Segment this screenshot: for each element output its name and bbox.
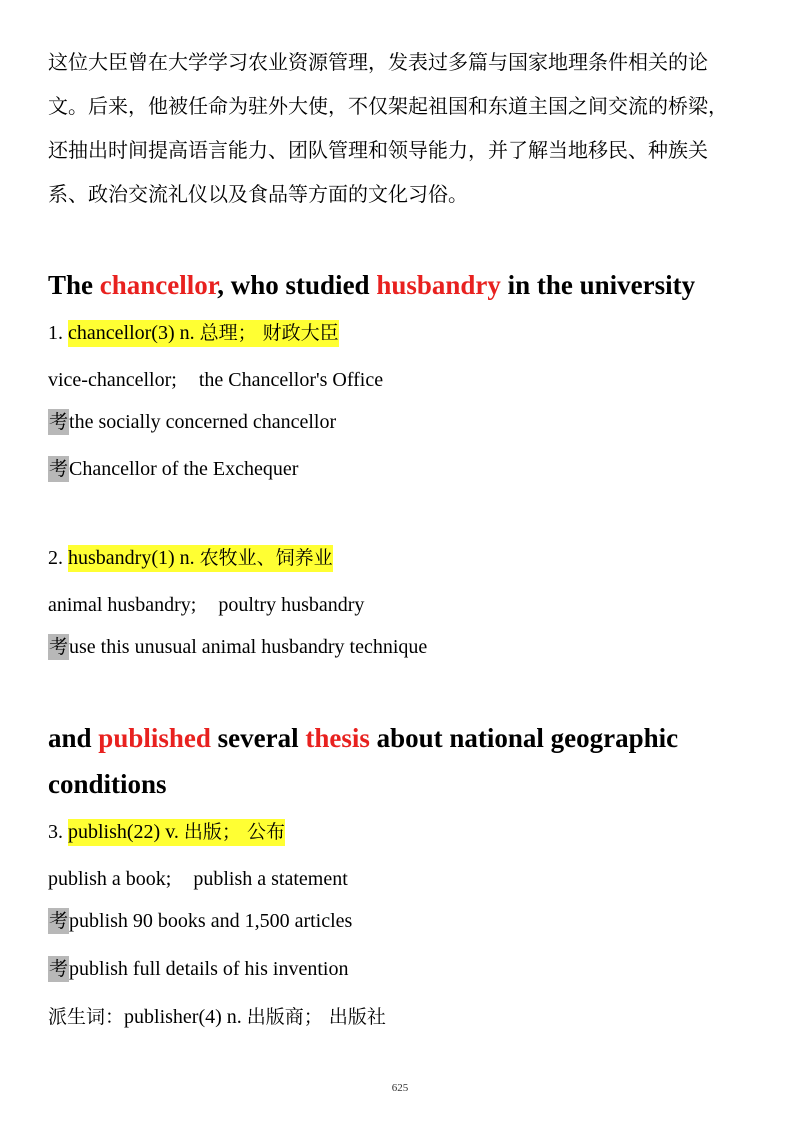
- heading-text: conditions: [48, 769, 167, 799]
- exam-text: the socially concerned chancellor: [69, 411, 337, 433]
- entry-number: 1.: [48, 322, 68, 344]
- entry-number: 3.: [48, 821, 68, 843]
- exam-marker: 考: [49, 411, 69, 433]
- entry-husbandry-phrases: [48, 592, 364, 618]
- phrase: poultry husbandry: [218, 594, 365, 616]
- exam-marker: 考: [49, 910, 69, 932]
- exam-text: publish full details of his invention: [69, 958, 349, 980]
- entry-chancellor-phrases: [48, 367, 383, 393]
- sentence-heading-2-cont: [48, 761, 768, 807]
- exam-text: use this unusual animal husbandry technique: [69, 636, 428, 658]
- phrase: the Chancellor's Office: [198, 369, 384, 391]
- heading-text: The: [48, 270, 100, 300]
- entry-highlight: [68, 545, 333, 572]
- exam-example: [48, 409, 336, 435]
- exam-text: publish 90 books and 1,500 articles: [69, 910, 353, 932]
- derivative-meaning: 出版商； 出版社: [246, 1006, 386, 1028]
- entry-publish-title: [48, 819, 285, 845]
- exam-text: Chancellor of the Exchequer: [69, 458, 299, 480]
- entry-word: chancellor(3) n.: [68, 322, 200, 344]
- intro-line: 还抽出时间提高语言能力、团队管理和领导能力，并了解当地移民、种族关: [48, 138, 708, 162]
- derivative-label: 派生词：: [48, 1006, 125, 1028]
- entry-highlight: [68, 320, 339, 347]
- entry-word: publish(22) v.: [68, 821, 184, 843]
- exam-marker: 考: [49, 636, 69, 658]
- entry-number: 2.: [48, 547, 68, 569]
- heading-text: , who studied: [217, 270, 377, 300]
- sentence-heading-2: [48, 715, 768, 761]
- derivative-word: publisher(4) n.: [124, 1006, 247, 1028]
- entry-word: husbandry(1) n.: [68, 547, 200, 569]
- intro-line: 这位大臣曾在大学学习农业资源管理，发表过多篇与国家地理条件相关的论: [48, 50, 708, 74]
- sentence-heading-1: [48, 262, 768, 308]
- keyword-husbandry: husbandry: [376, 270, 501, 300]
- entry-meaning: 总理； 财政大臣: [199, 322, 339, 344]
- keyword-chancellor: chancellor: [99, 270, 218, 300]
- exam-example: [48, 908, 352, 934]
- entry-meaning: 农牧业、饲养业: [199, 547, 333, 569]
- heading-text: about national geographic: [369, 723, 679, 753]
- entry-chancellor-title: [48, 320, 339, 346]
- entry-publish-phrases: [48, 866, 348, 892]
- keyword-thesis: thesis: [305, 723, 370, 753]
- phrase: animal husbandry;: [48, 594, 197, 616]
- exam-example: [48, 634, 427, 660]
- entry-meaning: 出版； 公布: [183, 821, 285, 843]
- entry-husbandry-title: [48, 545, 333, 571]
- derivative-line: [48, 1004, 386, 1030]
- intro-line: 系、政治交流礼仪以及食品等方面的文化习俗。: [48, 182, 468, 206]
- exam-example: [48, 956, 348, 982]
- exam-example: [48, 456, 298, 482]
- intro-line: 文。后来，他被任命为驻外大使，不仅架起祖国和东道主国之间交流的桥梁，: [48, 94, 728, 118]
- keyword-published: published: [98, 723, 211, 753]
- page-number: 625: [391, 1082, 409, 1094]
- phrase: publish a book;: [48, 868, 172, 890]
- entry-highlight: [68, 819, 285, 846]
- exam-marker: 考: [49, 458, 69, 480]
- heading-text: and: [48, 723, 99, 753]
- heading-text: several: [210, 723, 306, 753]
- heading-text: in the university: [500, 270, 696, 300]
- phrase: vice-chancellor;: [48, 369, 177, 391]
- exam-marker: 考: [49, 958, 69, 980]
- phrase: publish a statement: [193, 868, 348, 890]
